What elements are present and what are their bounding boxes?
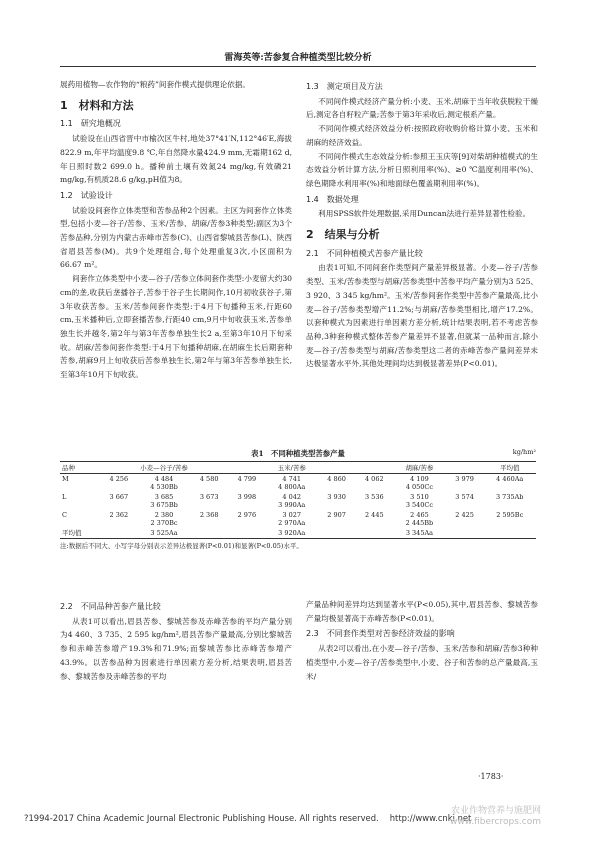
cell-value: 3 536	[364, 493, 384, 501]
section-2-1-text: 由表1可知,不同间套作类型间产量差异极显著。小麦—谷子/苦参类型、玉米/苦参类型与胡麻/苦参类型中苦参平均产量分别为3 525、3 920、3 345 kg/hm²。玉米/苦参间套作类型中苦参产量最高,比小麦—谷子/苦参类型增产11.2%;与胡麻/苦参类型相比,增产17.2%。以套种模式为因素进行单因素方差分析,统计结果表明,若不考虑苦参品种,3种套种模式整体苦参产量差异不显著,但就某一品种而言,除小麦—谷子/苦参类型与胡麻/苦参类型这二者的赤峰苦参产量间差异未达极显著水平外,其他处理间均达到极显著差异(P<0.01)。	[306, 263, 538, 369]
table-cell	[393, 492, 446, 510]
cell-value: 2 368	[199, 511, 219, 519]
cell-value: 2 425	[455, 511, 474, 519]
table-cell	[446, 474, 484, 493]
table-cell	[266, 528, 318, 539]
header-variety: 品种	[60, 462, 100, 474]
table-cell	[266, 474, 318, 493]
table-cell	[100, 510, 138, 528]
table-cell	[483, 528, 536, 539]
section-1-4-heading: 1.4 数据处理	[306, 194, 359, 204]
table-cell	[393, 474, 446, 493]
left-column	[60, 78, 292, 382]
section-2-2-continued: 产量品种间差异均达到显著水平(P<0.05),其中,眉县苦参、黎城苦参产量均极显著高于赤峰苦参(P<0.01)。	[306, 600, 538, 623]
cell-value: 4 799	[237, 475, 257, 483]
table-cell	[266, 510, 318, 528]
header-average: 平均值	[483, 462, 536, 474]
table-cell	[318, 510, 356, 528]
table-cell	[483, 474, 536, 493]
table-cell	[318, 528, 356, 539]
table-cell	[355, 492, 393, 510]
section-2-1-heading: 2.1 不同种植模式苦参产量比较	[306, 248, 423, 258]
table-cell	[228, 492, 266, 510]
table-cell	[138, 510, 191, 528]
table-caption: 表1 不同种植类型苦参产量	[251, 449, 345, 458]
cell-value: 2 445	[364, 511, 384, 519]
cell-value: 2 976	[237, 511, 257, 519]
table-cell	[446, 528, 484, 539]
table-note: 注:数据后不同大、小写字母分别表示差异达极显著(P<0.01)和显著(P<0.05)水平。	[60, 542, 303, 550]
row-label: L	[62, 493, 67, 501]
table-cell	[446, 492, 484, 510]
table-cell	[138, 474, 191, 493]
cell-value: 3 027	[282, 511, 302, 519]
yield-table	[60, 461, 536, 539]
table-cell	[483, 510, 536, 528]
cell-value: 3 345Aa	[405, 529, 434, 537]
cell-value: 3 510	[410, 493, 429, 501]
cell-value: 3 998	[237, 493, 257, 501]
cell-value: 2 465	[410, 511, 429, 519]
table-cell	[228, 528, 266, 539]
lower-left-column	[60, 598, 292, 683]
cell-subvalue: 3 675Bb	[150, 501, 178, 509]
cell-value: 2 907	[327, 511, 346, 519]
cell-value: 3 574	[455, 493, 474, 501]
section-1-1-text: 试验设在山西省晋中市榆次区牛村,地处37°41′N,112°46′E,海拔822.9 m,年平均温度9.8 ℃,年自然降水量424.9 mm,无霜期162 d,年日照时数2 699.0 h。播种前土壤有效氮24 mg/kg,有效磷21 mg/kg,有机质28.6 g/kg,pH值为8。	[60, 134, 292, 185]
cell-subvalue: 4 800Aa	[278, 483, 306, 491]
cell-value: 3 930	[327, 493, 346, 501]
table-cell	[446, 510, 484, 528]
section-2-2-text: 从表1可以看出,眉县苦参、黎城苦参及赤峰苦参的平均产量分别为4 460、3 735、2 595 kg/hm²,眉县苦参产量最高,分别比黎城苦参和赤峰苦参增产19.3%和71.9%;而黎城苦参比赤峰苦参增产43.9%。以苦参品种为因素进行单因素方差分析,结果表明,眉县苦参、黎城苦参及赤峰苦参的平均	[60, 616, 292, 681]
table-cell	[266, 492, 318, 510]
cell-subvalue: 2 370Bc	[150, 519, 178, 527]
cell-subvalue: 3 990Aa	[278, 501, 306, 509]
header-rule	[60, 66, 536, 67]
cell-value: 4 109	[410, 475, 429, 483]
table-row	[60, 510, 536, 528]
cell-value: 2 595Bc	[496, 511, 524, 519]
header-group-2: 玉米/苦参	[228, 462, 355, 474]
section-1-heading: 1 材料和方法	[60, 98, 134, 112]
table-cell	[355, 510, 393, 528]
table-cell	[100, 474, 138, 493]
cell-value: 4 256	[109, 475, 129, 483]
section-2-heading: 2 结果与分析	[306, 228, 380, 242]
table-1	[60, 448, 536, 550]
site-watermark	[450, 806, 541, 828]
section-1-4-text: 利用SPSS软件处理数据,采用Duncan法进行差异显著性检验。	[318, 209, 531, 219]
table-cell	[100, 528, 138, 539]
right-column	[306, 78, 538, 371]
section-1-2-heading: 1.2 试验设计	[60, 190, 113, 200]
table-cell	[393, 510, 446, 528]
table-cell	[138, 492, 191, 510]
cell-value: 4 460Aa	[496, 475, 524, 483]
table-cell	[355, 474, 393, 493]
table-cell	[228, 510, 266, 528]
cell-value: 4 062	[364, 475, 384, 483]
cell-value: 3 979	[455, 475, 474, 483]
table-cell	[318, 492, 356, 510]
table-cell	[190, 510, 228, 528]
cell-value: 3 667	[109, 493, 129, 501]
cell-value: 2 362	[109, 511, 129, 519]
intro-text: 展药用植物—农作物的“粮药”间套作模式提供理论依据。	[60, 80, 251, 89]
header-group-3: 胡麻/苦参	[355, 462, 483, 474]
watermark-line-2: www.fibercrops.com	[450, 817, 541, 827]
cell-value: 4 580	[199, 475, 219, 483]
section-1-1-heading: 1.1 研究地概况	[60, 119, 121, 129]
section-1-2-paragraph-1: 试验设间套作立体类型和苦参品种2个因素。主区为间套作立体类型,包括小麦—谷子/苦参、玉米/苦参、胡麻/苦参3种类型;副区为3个苦参品种,分别为内蒙古赤峰市苦参(C)、山西省黎城县苦参(L)、陕西省眉县苦参(M)。共9个处理组合,每个处理重复3次,小区面积为66.67 m²。	[60, 205, 292, 270]
cell-value: 3 525Aa	[150, 529, 178, 537]
copyright-footer: ?1994-2017 China Academic Journal Electronic Publishing House. All rights reserved. http://www.cnki.net	[24, 813, 472, 823]
cell-subvalue: 2 445Bb	[405, 519, 434, 527]
cell-subvalue: 4 050Cc	[405, 483, 434, 491]
page-number: ·1783·	[478, 772, 504, 781]
table-row	[60, 474, 536, 493]
section-1-3-paragraph-3: 不同间作模式生态效益分析:参照王玉庆等[9]对柴胡种植模式的生态效益分析计算方法,分析日照利用率(%)、≥0 ℃温度利用率(%)、绿色期降水利用率(%)和地面绿色覆盖期利用率(%)。	[306, 151, 538, 188]
table-unit: kg/hm²	[512, 448, 536, 456]
cell-value: 4 860	[327, 475, 346, 483]
running-title: 雷海英等:苦参复合种植类型比较分析	[224, 53, 372, 63]
table-row	[60, 528, 536, 539]
cell-value: 4 741	[282, 475, 302, 483]
section-1-3-paragraph-2: 不同间作模式经济效益分析:按照政府收购价格计算小麦、玉米和胡麻的经济效益。	[306, 124, 538, 147]
table-cell	[318, 474, 356, 493]
table-row	[60, 492, 536, 510]
table-cell	[483, 492, 536, 510]
lower-right-column	[306, 598, 538, 683]
section-1-3-heading: 1.3 测定项目及方法	[306, 82, 383, 91]
row-label: C	[62, 511, 67, 519]
section-1-2-paragraph-2: 间套作立体类型中小麦—谷子/苦参立体间套作类型:小麦留大约30 cm的垄,收获后垄播谷子,苦参于谷子生长期间作,10月初收获谷子,第3年收获苦参。玉米/苦参间套作类型:于4月下旬播种玉米,行距60 cm,玉米播种后,立即套播苦参,行距40 cm,9月中旬收获玉米,苦参单独生长并越冬,第2年与第3年苦参单独生长2 a,至第3年10月下旬采收。胡麻/苦参间套作类型:于4月下旬播种胡麻,在胡麻生长后期套种苦参,胡麻9月上旬收获后苦参单独生长,第2年与第3年苦参单独生长,至第3年10月下旬收获。	[60, 274, 292, 380]
table-cell	[190, 528, 228, 539]
cell-value: 4 042	[282, 493, 302, 501]
table-body	[60, 474, 536, 539]
cell-subvalue: 2 970Aa	[278, 519, 306, 527]
section-2-2-heading: 2.2 不同品种苦参产量比较	[60, 602, 161, 611]
row-label: 平均值	[60, 528, 100, 539]
cell-subvalue: 4 530Bb	[150, 483, 178, 491]
cell-value: 4 484	[154, 475, 174, 483]
cell-value: 3 673	[199, 493, 219, 501]
table-cell	[190, 474, 228, 493]
header-group-1: 小麦—谷子/苦参	[100, 462, 228, 474]
table-cell	[355, 528, 393, 539]
cell-value: 2 380	[154, 511, 174, 519]
table-cell	[393, 528, 446, 539]
section-1-3-paragraph-1: 不同间作模式经济产量分析:小麦、玉米,胡麻于当年收获脱粒干燥后,测定各自籽粒产量;苦参于第3年采收后,测定根系产量。	[306, 96, 538, 120]
section-2-3-text: 从表2可以看出,在小麦—谷子/苦参、玉米/苦参和胡麻/苦参3种种植类型中,小麦—谷子/苦参类型中,小麦、谷子和苦参的总产量最高,玉米/	[306, 644, 538, 681]
table-cell	[138, 528, 191, 539]
cell-subvalue: 3 540Cc	[405, 501, 434, 509]
cell-value: 3 685	[154, 493, 174, 501]
cell-value: 3 735Ab	[495, 493, 524, 501]
watermark-line-1: 农业作物营养与施肥网	[450, 806, 541, 816]
table-cell	[228, 474, 266, 493]
table-cell	[190, 492, 228, 510]
table-cell	[100, 492, 138, 510]
row-label: M	[62, 475, 69, 483]
cell-value: 3 920Aa	[278, 529, 306, 537]
table-header-row	[60, 462, 536, 474]
section-2-3-heading: 2.3 不同套作类型对苦参经济效益的影响	[306, 629, 455, 639]
